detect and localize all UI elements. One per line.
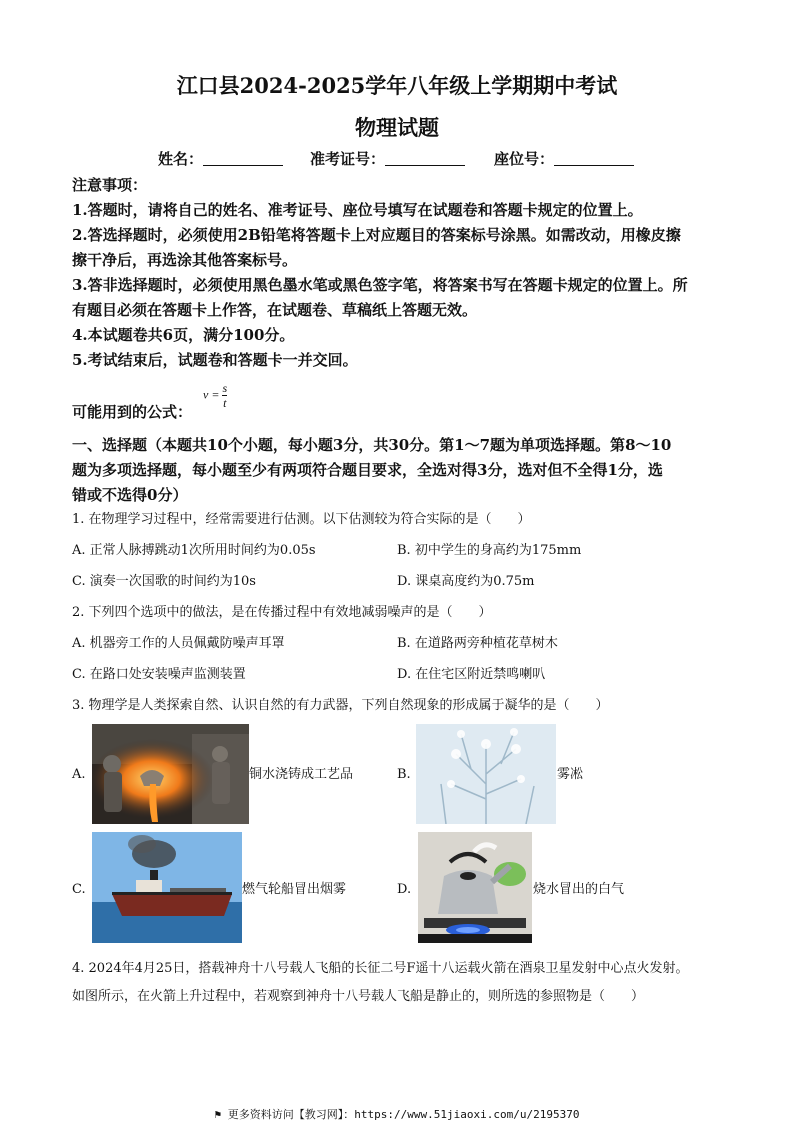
q3-option-b-caption: 雾凇 [557, 767, 584, 782]
q2-option-a: A. 机器旁工作的人员佩戴防噪声耳罩 [72, 636, 285, 651]
footer-text: 更多资料访问【教习网】：https://www.51jiaoxi.com/u/2195370 [227, 1108, 580, 1121]
formula-denominator: t [223, 396, 227, 410]
section-1-line-2: 题为多项选择题，每小题至少有两项符合题目要求，全选对得3分，选对但不全得1分，选 [72, 461, 663, 479]
ticket-label: 准考证号： [310, 150, 386, 168]
notice-item-2: 2.答选择题时，必须使用2B铅笔将答题卡上对应题目的答案标号涂黑。如需改动，用橡皮擦 [72, 226, 681, 244]
formula-label: 可能用到的公式： [72, 403, 193, 421]
q3-option-a-letter: A. [72, 767, 86, 782]
q2-option-c: C. 在路口处安装噪声监测装置 [72, 667, 246, 682]
q1-option-b: B. 初中学生的身高约为175mm [397, 543, 582, 558]
seat-field [494, 148, 634, 169]
q3-option-b-letter: B. [397, 767, 411, 782]
steamship-photo [92, 832, 242, 943]
exam-title: 江口县2024-2025学年八年级上学期期中考试 [176, 73, 618, 98]
q3-option-d-caption: 烧水冒出的白气 [533, 882, 625, 897]
rime-photo [416, 724, 556, 824]
q3-option-c-caption: 燃气轮船冒出烟雾 [242, 882, 347, 897]
formula-lhs: v = [203, 387, 220, 402]
name-field [158, 148, 283, 169]
formula-fraction [222, 381, 227, 410]
notice-item-3: 3.答非选择题时，必须使用黑色墨水笔或黑色签字笔，将答案书写在答题卡规定的位置上。所 [72, 276, 688, 294]
foundry-photo [92, 724, 249, 824]
q2-stem: 2. 下列四个选项中的做法，是在传播过程中有效地减弱噪声的是（ ） [72, 605, 492, 620]
q4-line-1: 4. 2024年4月25日，搭载神舟十八号载人飞船的长征二号F遥十八运载火箭在酒泉卫星发射中心点火发射。 [72, 961, 689, 976]
notice-item-5: 5.考试结束后，试题卷和答题卡一并交回。 [72, 351, 358, 369]
q1-option-c: C. 演奏一次国歌的时间约为10s [72, 574, 256, 589]
q2-option-b: B. 在道路两旁种植花草树木 [397, 636, 558, 651]
section-1-line-1: 一、选择题（本题共10个小题，每小题3分，共30分。第1～7题为单项选择题。第8～10 [72, 436, 672, 454]
notice-heading: 注意事项： [72, 176, 148, 194]
q4-line-2: 如图所示，在火箭上升过程中，若观察到神舟十八号载人飞船是静止的，则所选的参照物是（ ） [72, 989, 645, 1004]
name-label: 姓名： [158, 150, 204, 168]
footer-link[interactable] [0, 1106, 794, 1122]
velocity-formula [203, 381, 227, 410]
seat-label: 座位号： [494, 150, 555, 168]
notice-item-1: 1.答题时，请将自己的姓名、准考证号、座位号填写在试题卷和答题卡规定的位置上。 [72, 201, 643, 219]
notice-item-4: 4.本试题卷共6页，满分100分。 [72, 326, 295, 344]
q1-stem: 1. 在物理学习过程中，经常需要进行估测。以下估测较为符合实际的是（ ） [72, 512, 531, 527]
kettle-photo [418, 832, 532, 943]
seat-blank [554, 150, 634, 166]
ticket-blank [385, 150, 465, 166]
q3-option-c-letter: C. [72, 882, 86, 897]
notice-item-2-cont: 擦干净后，再选涂其他答案标号。 [72, 251, 298, 269]
q3-stem: 3. 物理学是人类探索自然、认识自然的有力武器，下列自然现象的形成属于凝华的是（ ） [72, 698, 609, 713]
flag-icon: ⚑ [214, 1108, 228, 1121]
q3-option-d-letter: D. [397, 882, 412, 897]
formula-numerator: s [222, 381, 228, 395]
q2-option-d: D. 在住宅区附近禁鸣喇叭 [397, 667, 546, 682]
q3-option-a-caption: 铜水浇铸成工艺品 [249, 767, 354, 782]
ticket-field [310, 148, 465, 169]
section-1-line-3: 错或不选得0分） [72, 486, 188, 504]
exam-subtitle: 物理试题 [355, 115, 439, 140]
q1-option-d: D. 课桌高度约为0.75m [397, 574, 535, 589]
notice-item-3-cont: 有题目必须在答题卡上作答，在试题卷、草稿纸上答题无效。 [72, 301, 478, 319]
q1-option-a: A. 正常人脉搏跳动1次所用时间约为0.05s [72, 543, 316, 558]
name-blank [203, 150, 283, 166]
